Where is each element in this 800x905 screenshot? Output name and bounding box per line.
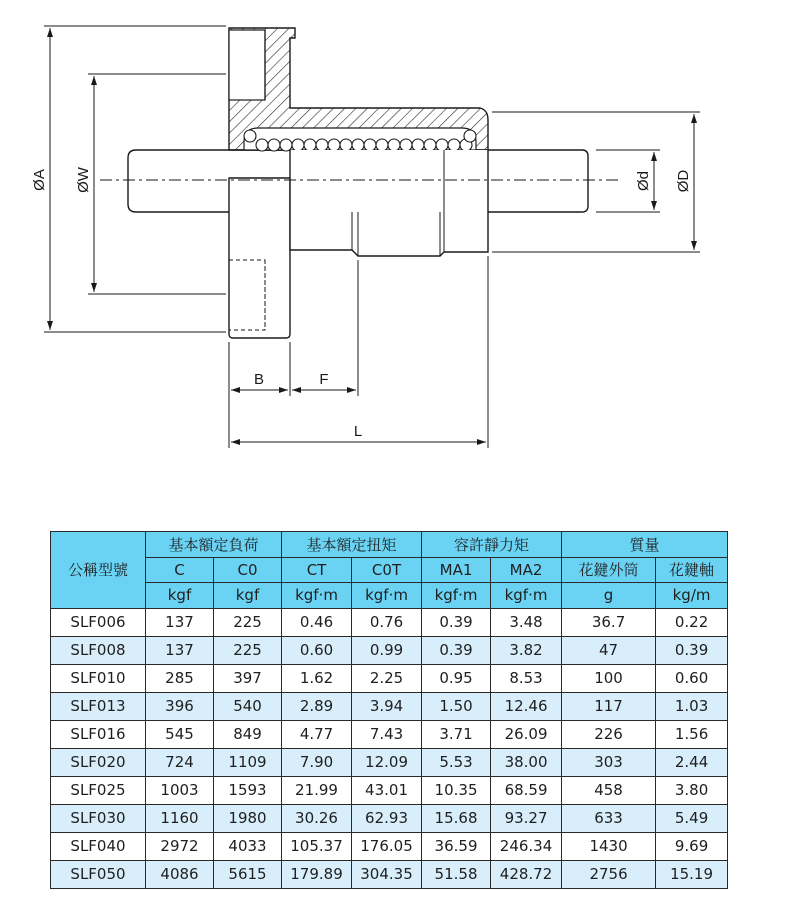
ball — [328, 139, 340, 151]
header-basic-torque: 基本額定扭矩 — [282, 532, 422, 558]
sub-header: C0T — [352, 557, 422, 583]
value-cell: 1109 — [214, 748, 282, 776]
dim-B-label: B — [253, 371, 265, 388]
unit-cell: kgf — [146, 583, 214, 609]
value-cell: 5615 — [214, 860, 282, 888]
header-mass: 質量 — [562, 532, 728, 558]
unit-cell: kgf·m — [422, 583, 491, 609]
sub-header: C — [146, 557, 214, 583]
sub-header-row — [51, 557, 728, 583]
ball — [424, 139, 436, 151]
value-cell: 397 — [214, 664, 282, 692]
value-cell: 2756 — [562, 860, 656, 888]
value-cell: 5.49 — [656, 804, 728, 832]
value-cell: 724 — [146, 748, 214, 776]
ball — [448, 139, 460, 151]
ball — [464, 130, 476, 142]
ball — [352, 139, 364, 151]
dim-F-label: F — [319, 371, 329, 388]
value-cell: 100 — [562, 664, 656, 692]
ball — [376, 139, 388, 151]
ball — [280, 139, 292, 151]
spec-table — [50, 531, 728, 889]
value-cell: 0.39 — [422, 608, 491, 636]
unit-row — [51, 583, 728, 609]
value-cell: 633 — [562, 804, 656, 832]
value-cell: 428.72 — [491, 860, 562, 888]
value-cell: 0.39 — [422, 636, 491, 664]
unit-cell: kgf·m — [491, 583, 562, 609]
value-cell: 137 — [146, 608, 214, 636]
ball — [244, 130, 256, 142]
value-cell: 226 — [562, 720, 656, 748]
dim-A-label: ØA — [31, 169, 48, 191]
value-cell: 47 — [562, 636, 656, 664]
value-cell: 285 — [146, 664, 214, 692]
unit-cell: kgf·m — [352, 583, 422, 609]
value-cell: 21.99 — [282, 776, 352, 804]
ball — [292, 139, 304, 151]
model-cell: SLF008 — [51, 636, 146, 664]
model-cell: SLF050 — [51, 860, 146, 888]
value-cell: 1430 — [562, 832, 656, 860]
model-cell: SLF013 — [51, 692, 146, 720]
ball — [304, 139, 316, 151]
value-cell: 0.60 — [656, 664, 728, 692]
flange-lower — [229, 178, 290, 338]
dim-d-label: Ød — [635, 170, 652, 192]
unit-cell: g — [562, 583, 656, 609]
value-cell: 4033 — [214, 832, 282, 860]
header-basic-load: 基本額定負荷 — [146, 532, 282, 558]
ball — [256, 139, 268, 151]
value-cell: 12.09 — [352, 748, 422, 776]
value-cell: 9.69 — [656, 832, 728, 860]
value-cell: 4086 — [146, 860, 214, 888]
sub-header: 花鍵外筒 — [562, 557, 656, 583]
value-cell: 0.60 — [282, 636, 352, 664]
ball — [268, 139, 280, 151]
model-cell: SLF010 — [51, 664, 146, 692]
header-static-moment: 容許靜力矩 — [422, 532, 562, 558]
sub-header: C0 — [214, 557, 282, 583]
value-cell: 36.7 — [562, 608, 656, 636]
value-cell: 3.94 — [352, 692, 422, 720]
ball — [412, 139, 424, 151]
table-row — [51, 748, 728, 776]
nut-body — [290, 150, 488, 256]
value-cell: 15.68 — [422, 804, 491, 832]
value-cell: 0.39 — [656, 636, 728, 664]
value-cell: 105.37 — [282, 832, 352, 860]
value-cell: 179.89 — [282, 860, 352, 888]
value-cell: 2972 — [146, 832, 214, 860]
sub-header: 花鍵軸 — [656, 557, 728, 583]
value-cell: 1980 — [214, 804, 282, 832]
value-cell: 12.46 — [491, 692, 562, 720]
value-cell: 540 — [214, 692, 282, 720]
ball — [364, 139, 376, 151]
dim-D-label: ØD — [675, 169, 692, 193]
value-cell: 303 — [562, 748, 656, 776]
dim-W-label: ØW — [75, 167, 92, 193]
value-cell: 1160 — [146, 804, 214, 832]
value-cell: 36.59 — [422, 832, 491, 860]
unit-cell: kgf — [214, 583, 282, 609]
sub-header: MA2 — [491, 557, 562, 583]
table-row — [51, 832, 728, 860]
value-cell: 225 — [214, 608, 282, 636]
ball — [400, 139, 412, 151]
value-cell: 0.76 — [352, 608, 422, 636]
value-cell: 10.35 — [422, 776, 491, 804]
value-cell: 2.89 — [282, 692, 352, 720]
value-cell: 246.34 — [491, 832, 562, 860]
model-cell: SLF020 — [51, 748, 146, 776]
value-cell: 7.90 — [282, 748, 352, 776]
value-cell: 15.19 — [656, 860, 728, 888]
value-cell: 458 — [562, 776, 656, 804]
value-cell: 38.00 — [491, 748, 562, 776]
sub-header: CT — [282, 557, 352, 583]
ball — [316, 139, 328, 151]
table-row — [51, 692, 728, 720]
model-cell: SLF025 — [51, 776, 146, 804]
value-cell: 0.22 — [656, 608, 728, 636]
value-cell: 43.01 — [352, 776, 422, 804]
value-cell: 8.53 — [491, 664, 562, 692]
value-cell: 68.59 — [491, 776, 562, 804]
flange-section — [229, 28, 488, 150]
value-cell: 51.58 — [422, 860, 491, 888]
value-cell: 1.62 — [282, 664, 352, 692]
value-cell: 7.43 — [352, 720, 422, 748]
value-cell: 3.82 — [491, 636, 562, 664]
header-model: 公稱型號 — [51, 532, 146, 609]
value-cell: 0.46 — [282, 608, 352, 636]
value-cell: 2.44 — [656, 748, 728, 776]
value-cell: 137 — [146, 636, 214, 664]
value-cell: 396 — [146, 692, 214, 720]
table-row — [51, 664, 728, 692]
sub-header: MA1 — [422, 557, 491, 583]
dim-L-label: L — [353, 423, 363, 440]
value-cell: 3.48 — [491, 608, 562, 636]
value-cell: 0.95 — [422, 664, 491, 692]
model-cell: SLF040 — [51, 832, 146, 860]
table-row — [51, 720, 728, 748]
value-cell: 5.53 — [422, 748, 491, 776]
value-cell: 849 — [214, 720, 282, 748]
value-cell: 3.80 — [656, 776, 728, 804]
value-cell: 225 — [214, 636, 282, 664]
value-cell: 30.26 — [282, 804, 352, 832]
value-cell: 1593 — [214, 776, 282, 804]
table-row — [51, 636, 728, 664]
unit-cell: kgf·m — [282, 583, 352, 609]
value-cell: 4.77 — [282, 720, 352, 748]
table-row — [51, 804, 728, 832]
value-cell: 1.03 — [656, 692, 728, 720]
value-cell: 93.27 — [491, 804, 562, 832]
value-cell: 1.50 — [422, 692, 491, 720]
model-cell: SLF006 — [51, 608, 146, 636]
ball — [436, 139, 448, 151]
value-cell: 304.35 — [352, 860, 422, 888]
ball — [388, 139, 400, 151]
value-cell: 176.05 — [352, 832, 422, 860]
value-cell: 62.93 — [352, 804, 422, 832]
value-cell: 1003 — [146, 776, 214, 804]
value-cell: 3.71 — [422, 720, 491, 748]
model-cell: SLF016 — [51, 720, 146, 748]
value-cell: 26.09 — [491, 720, 562, 748]
table-row — [51, 608, 728, 636]
value-cell: 545 — [146, 720, 214, 748]
value-cell: 2.25 — [352, 664, 422, 692]
table-row — [51, 860, 728, 888]
ball — [340, 139, 352, 151]
value-cell: 117 — [562, 692, 656, 720]
value-cell: 0.99 — [352, 636, 422, 664]
model-cell: SLF030 — [51, 804, 146, 832]
value-cell: 1.56 — [656, 720, 728, 748]
unit-cell: kg/m — [656, 583, 728, 609]
table-row — [51, 776, 728, 804]
